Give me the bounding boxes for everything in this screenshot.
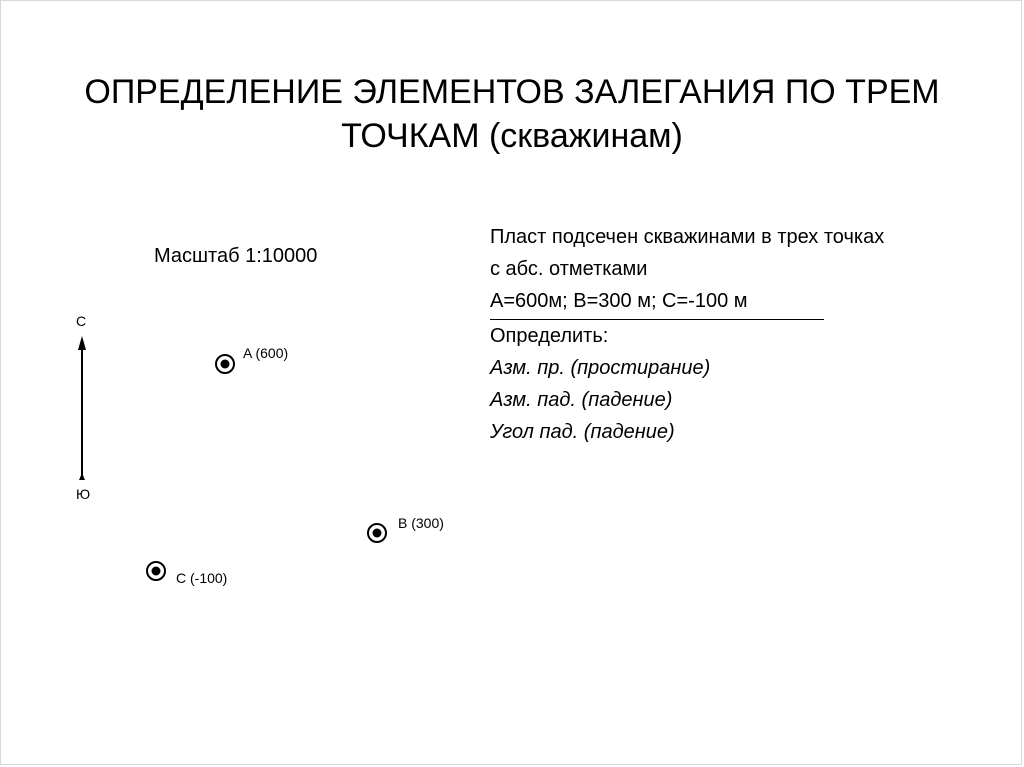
task-line-1: Пласт подсечен скважинами в трех точках — [490, 226, 885, 248]
well-a-icon — [216, 355, 234, 373]
well-b-icon — [368, 524, 386, 542]
north-arrow-icon — [78, 336, 86, 480]
south-label: Ю — [76, 486, 91, 502]
well-c-icon — [147, 562, 165, 580]
slide-title-line-1: ОПРЕДЕЛЕНИЕ ЭЛЕМЕНТОВ ЗАЛЕГАНИЯ ПО ТРЕМ — [84, 73, 940, 111]
task-line-5: Азм. пр. (простирание) — [490, 357, 711, 379]
scale-label: Масштаб 1:10000 — [154, 245, 318, 267]
task-line-7: Угол пад. (падение) — [490, 421, 675, 443]
task-line-2: с абс. отметками — [490, 258, 648, 280]
task-line-4: Определить: — [490, 325, 609, 347]
north-arrow-head — [78, 336, 86, 350]
well-a-label: A (600) — [243, 345, 289, 361]
south-arrow-tail — [79, 473, 85, 480]
north-label: С — [76, 313, 87, 329]
slide-title-line-2: ТОЧКАМ (скважинам) — [341, 117, 683, 155]
well-b-label: B (300) — [398, 515, 444, 531]
well-c-label: C (-100) — [176, 570, 228, 586]
task-line-3: А=600м; В=300 м; С=-100 м — [490, 290, 748, 312]
task-line-6: Азм. пад. (падение) — [490, 389, 673, 411]
